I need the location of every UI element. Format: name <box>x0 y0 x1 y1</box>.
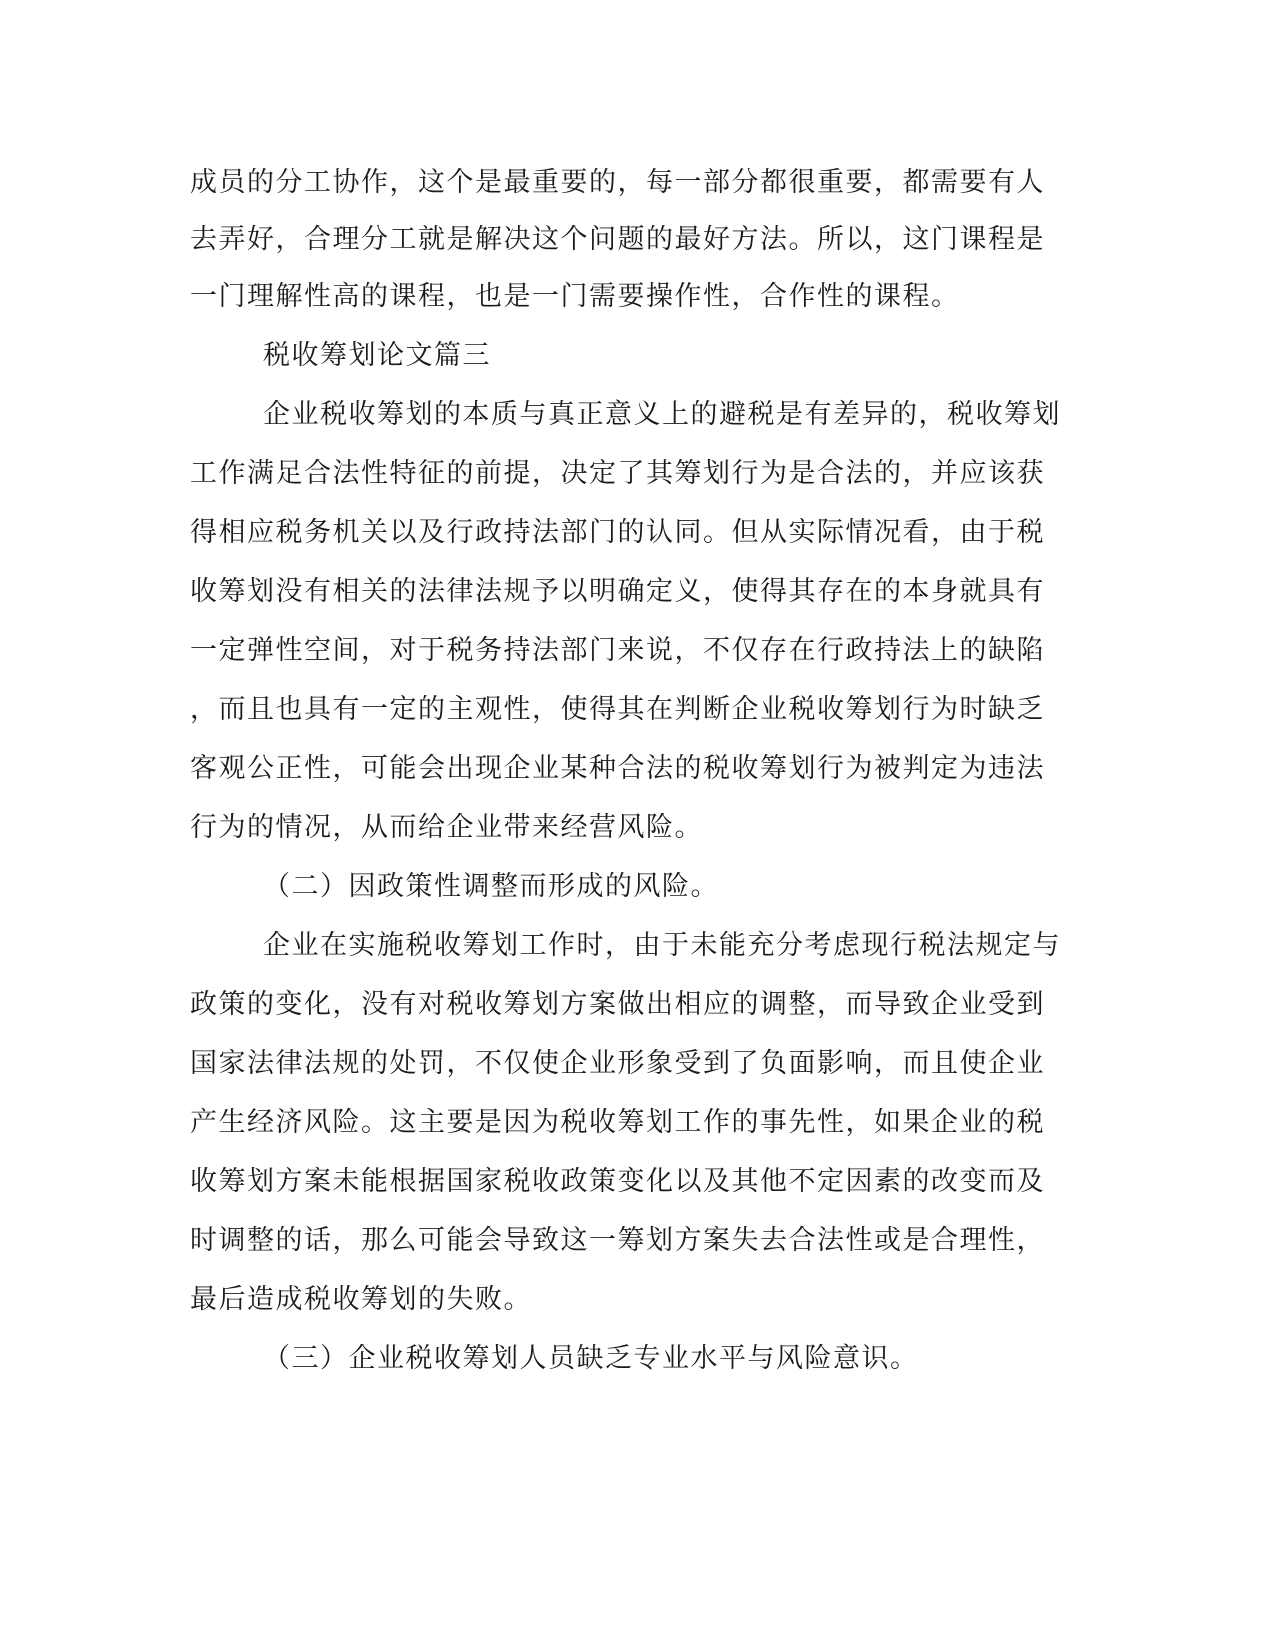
text-line-8: 收筹划没有相关的法律法规予以明确定义，使得其存在的本身就具有 <box>190 576 1045 607</box>
text-line-15: 政策的变化，没有对税收筹划方案做出相应的调整，而导致企业受到 <box>190 989 1045 1020</box>
subheading-2: （二）因政策性调整而形成的风险。 <box>263 871 719 902</box>
text-line-5: 企业税收筹划的本质与真正意义上的避税是有差异的，税收筹划 <box>263 399 1061 430</box>
text-line-6: 工作满足合法性特征的前提，决定了其筹划行为是合法的，并应该获 <box>190 458 1045 489</box>
text-line-12: 行为的情况，从而给企业带来经营风险。 <box>190 812 703 843</box>
section-heading: 税收筹划论文篇三 <box>263 340 491 371</box>
text-line-1: 成员的分工协作，这个是最重要的，每一部分都很重要，都需要有人 <box>190 167 1045 198</box>
text-line-17: 产生经济风险。这主要是因为税收筹划工作的事先性，如果企业的税 <box>190 1107 1045 1138</box>
text-line-14: 企业在实施税收筹划工作时，由于未能充分考虑现行税法规定与 <box>263 930 1061 961</box>
text-line-11: 客观公正性，可能会出现企业某种合法的税收筹划行为被判定为违法 <box>190 753 1045 784</box>
text-line-2: 去弄好，合理分工就是解决这个问题的最好方法。所以，这门课程是 <box>190 224 1045 255</box>
text-line-10: ，而且也具有一定的主观性，使得其在判断企业税收筹划行为时缺乏 <box>190 694 1045 725</box>
text-line-19: 时调整的话，那么可能会导致这一筹划方案失去合法性或是合理性， <box>190 1225 1045 1256</box>
subheading-3: （三）企业税收筹划人员缺乏专业水平与风险意识。 <box>263 1343 919 1374</box>
text-line-9: 一定弹性空间，对于税务持法部门来说，不仅存在行政持法上的缺陷 <box>190 635 1045 666</box>
text-line-3: 一门理解性高的课程，也是一门需要操作性，合作性的课程。 <box>190 281 960 312</box>
text-line-18: 收筹划方案未能根据国家税收政策变化以及其他不定因素的改变而及 <box>190 1166 1045 1197</box>
text-line-20: 最后造成税收筹划的失败。 <box>190 1284 532 1315</box>
text-line-7: 得相应税务机关以及行政持法部门的认同。但从实际情况看，由于税 <box>190 517 1045 548</box>
text-line-16: 国家法律法规的处罚，不仅使企业形象受到了负面影响，而且使企业 <box>190 1048 1045 1079</box>
